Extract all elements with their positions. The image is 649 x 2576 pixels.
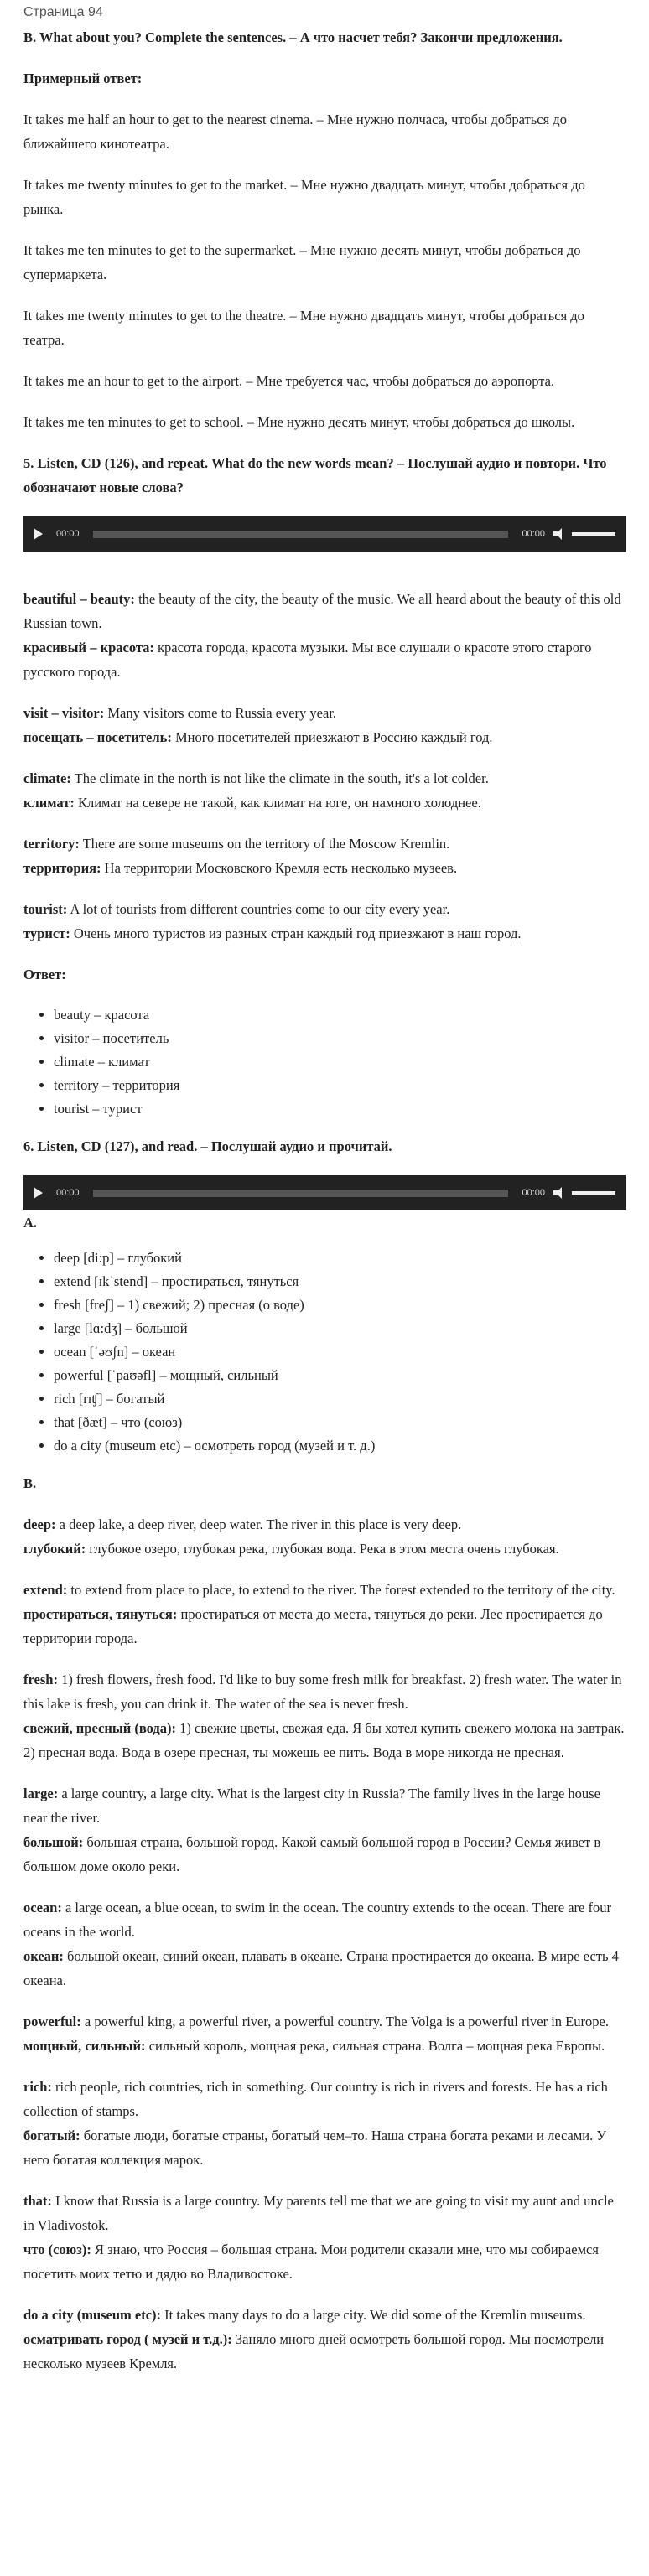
vocab-entry xyxy=(23,2189,626,2286)
entry-text-en: a large country, a large city. What is the largest city in Russia? The family lives in the large house near the river. xyxy=(23,1786,600,1826)
entry-text-ru: Много посетителей приезжают в Россию каждый год. xyxy=(171,729,493,745)
entry-term-en: do a city (museum etc): xyxy=(23,2307,162,2323)
list-item: • powerful [ˈpaʊəfl] – мощный, сильный xyxy=(54,1364,626,1387)
entry-text-en: It takes many days to do a large city. We did some of the Kremlin museums. xyxy=(161,2307,586,2323)
list-item: • deep [di:p] – глубокий xyxy=(54,1247,626,1270)
sample-sentence: It takes me ten minutes to get to school. – Мне нужно десять минут, чтобы добраться до школы. xyxy=(23,414,575,430)
list-item: • beauty – красота xyxy=(54,1003,626,1027)
entry-text-ru: красота города, красота музыки. Мы все слушали о красоте этого старого русского города. xyxy=(23,640,592,680)
entry-term-ru: турист: xyxy=(23,925,70,941)
vocab-entry xyxy=(23,832,626,880)
list-item: • climate – климат xyxy=(54,1050,626,1074)
entry-text-en: the beauty of the city, the beauty of the music. We all heard about the beauty of this old Russian town. xyxy=(23,591,621,631)
sample-answer-label: Примерный ответ: xyxy=(23,70,143,86)
entry-text-ru: Я знаю, что Россия – большая страна. Мои родители сказали мне, что мы собираемся посетить моих тетю и дядю во Владивостоке. xyxy=(23,2242,599,2282)
entry-term-en: visit – visitor: xyxy=(23,705,105,721)
entry-text-ru: 1) свежие цветы, свежая еда. Я бы хотел купить свежего молока на завтрак. 2) пресная вода. Вода в озере пресная, ты можешь ее пить. Вода в море никогда не пресная. xyxy=(23,1720,625,1760)
entry-term-en: ocean: xyxy=(23,1900,62,1915)
list-item: • rich [rɪʧ] – богатый xyxy=(54,1387,626,1411)
entry-text-ru: большой океан, синий океан, плавать в океане. Страна простирается до океана. В мире есть 4 океана. xyxy=(23,1948,619,1988)
entry-text-ru: богатые люди, богатые страны, богатый чем–то. Наша страна богата реками и лесами. У него богатая коллекция марок. xyxy=(23,2128,607,2168)
entry-term-en: powerful: xyxy=(23,2014,81,2029)
vocab-entry xyxy=(23,2303,626,2376)
entry-text-en: rich people, rich countries, rich in something. Our country is rich in rivers and forests. He has a rich collection of stamps. xyxy=(23,2079,608,2119)
entry-text-en: Many visitors come to Russia every year. xyxy=(104,705,337,721)
entry-term-ru: богатый: xyxy=(23,2128,80,2143)
entry-term-ru: посещать – посетитель: xyxy=(23,729,172,745)
entry-term-ru: мощный, сильный: xyxy=(23,2038,146,2054)
entry-term-ru: свежий, пресный (вода): xyxy=(23,1720,176,1736)
audio-progress-track[interactable] xyxy=(93,1190,509,1197)
vocab-entry xyxy=(23,1512,626,1561)
list-item: • large [lɑ:dʒ] – большой xyxy=(54,1317,626,1340)
entry-text-en: I know that Russia is a large country. My parents tell me that we are going to visit my aunt and uncle in Vladivostok. xyxy=(23,2193,614,2233)
sample-sentence: It takes me twenty minutes to get to the theatre. – Мне нужно двадцать минут, чтобы добраться до театра. xyxy=(23,308,584,348)
sample-sentence: It takes me twenty minutes to get to the market. – Мне нужно двадцать минут, чтобы добраться до рынка. xyxy=(23,177,585,217)
current-time: 00:00 xyxy=(56,529,80,539)
audio-player-126 xyxy=(23,516,626,552)
list-item: • territory – территория xyxy=(54,1074,626,1097)
entry-term-en: rich: xyxy=(23,2079,52,2095)
volume-slider[interactable] xyxy=(572,1191,615,1195)
entry-text-ru: На территории Московского Кремля есть несколько музеев. xyxy=(101,860,458,876)
sample-sentence: It takes me half an hour to get to the nearest cinema. – Мне нужно полчаса, чтобы добраться до ближайшего кинотеатра. xyxy=(23,111,567,152)
entry-term-ru: что (союз): xyxy=(23,2242,91,2257)
vocab-entry xyxy=(23,587,626,684)
entry-text-ru: глубокое озеро, глубокая река, глубокая вода. Река в этом места очень глубокая. xyxy=(86,1541,559,1557)
entry-text-en: a large ocean, a blue ocean, to swim in the ocean. The country extends to the ocean. There are four oceans in the world. xyxy=(23,1900,611,1940)
vocab-entry xyxy=(23,1667,626,1765)
entry-term-ru: красивый – красота: xyxy=(23,640,154,656)
list-item: • that [ðæt] – что (союз) xyxy=(54,1411,626,1434)
entry-text-ru: Климат на севере не такой, как климат на юге, он намного холоднее. xyxy=(74,795,481,811)
entry-text-en: The climate in the north is not like the climate in the south, it's a lot colder. xyxy=(70,770,489,786)
list-item: • ocean [ˈəʊʃn] – океан xyxy=(54,1340,626,1364)
entry-term-en: fresh: xyxy=(23,1672,58,1687)
entry-term-en: large: xyxy=(23,1786,59,1801)
entry-term-ru: территория: xyxy=(23,860,101,876)
vocab-entry xyxy=(23,1578,626,1651)
entry-term-ru: климат: xyxy=(23,795,75,811)
list-item: • tourist – турист xyxy=(54,1097,626,1121)
volume-slider[interactable] xyxy=(572,532,615,536)
entry-term-en: deep: xyxy=(23,1516,56,1532)
list-item: • extend [ɪkˈstend] – простираться, тянуться xyxy=(54,1270,626,1293)
duration-time: 00:00 xyxy=(522,1188,545,1198)
entry-text-ru: Заняло много дней осмотреть большой город. Мы посмотрели несколько музеев Кремля. xyxy=(23,2331,605,2371)
entry-term-en: tourist: xyxy=(23,901,68,917)
vocab-entry xyxy=(23,2009,626,2058)
entry-text-en: A lot of tourists from different countries come to our city every year. xyxy=(67,901,450,917)
duration-time: 00:00 xyxy=(522,529,545,539)
vocab-entry xyxy=(23,2075,626,2172)
sample-sentence: It takes me ten minutes to get to the supermarket. – Мне нужно десять минут, чтобы добраться до супермаркета. xyxy=(23,242,581,282)
entry-term-ru: глубокий: xyxy=(23,1541,86,1557)
entry-term-ru: океан: xyxy=(23,1948,64,1964)
entry-text-en: a deep lake, a deep river, deep water. The river in this place is very deep. xyxy=(55,1516,462,1532)
entry-text-en: 1) fresh flowers, fresh food. I'd like to buy some fresh milk for breakfast. 2) fresh water. The water in this lake is fresh, you can drink it. The water of the sea is never fresh. xyxy=(23,1672,622,1712)
vocab-entry xyxy=(23,766,626,815)
answer-label: Ответ: xyxy=(23,967,66,982)
entry-text-ru: большая страна, большой город. Какой самый большой город в России? Семья живет в большом доме около реки. xyxy=(23,1834,601,1874)
volume-icon[interactable] xyxy=(553,528,565,540)
audio-progress-track[interactable] xyxy=(93,531,509,538)
section-b-heading: B. What about you? Complete the sentences. – А что насчет тебя? Закончи предложения. xyxy=(23,29,563,45)
exercise-6-heading: 6. Listen, CD (127), and read. – Послушай аудио и прочитай. xyxy=(23,1138,392,1154)
entry-term-en: climate: xyxy=(23,770,71,786)
entry-text-en: to extend from place to place, to extend to the river. The forest extended to the territory of the city. xyxy=(67,1582,615,1598)
vocab-entry xyxy=(23,1895,626,1993)
part-a-label: A. xyxy=(23,1215,38,1231)
entry-term-en: beautiful – beauty: xyxy=(23,591,135,607)
entry-term-en: extend: xyxy=(23,1582,68,1598)
entry-term-ru: простираться, тянуться: xyxy=(23,1606,178,1622)
entry-term-en: that: xyxy=(23,2193,52,2209)
part-a-word-list xyxy=(23,1247,626,1458)
entry-text-ru: Очень много туристов из разных стран каждый год приезжают в наш город. xyxy=(70,925,522,941)
list-item: • fresh [freʃ] – 1) свежий; 2) пресная (о воде) xyxy=(54,1293,626,1317)
entry-text-en: a powerful king, a powerful river, a powerful country. The Volga is a powerful river in Europe. xyxy=(80,2014,609,2029)
entry-term-ru: большой: xyxy=(23,1834,84,1850)
sample-sentence: It takes me an hour to get to the airport. – Мне требуется час, чтобы добраться до аэропорта. xyxy=(23,373,555,389)
entry-text-en: There are some museums on the territory of the Moscow Kremlin. xyxy=(79,836,450,852)
entry-term-en: territory: xyxy=(23,836,80,852)
exercise-5-heading: 5. Listen, CD (126), and repeat. What do the new words mean? – Послушай аудио и повтори. Что обозначают новые слова? xyxy=(23,455,607,495)
answer-list xyxy=(23,1003,626,1121)
vocab-entry xyxy=(23,897,626,946)
current-time: 00:00 xyxy=(56,1188,80,1198)
vocab-entry xyxy=(23,1781,626,1879)
audio-player-127 xyxy=(23,1175,626,1210)
vocab-entry xyxy=(23,701,626,749)
play-icon[interactable] xyxy=(34,528,43,540)
entry-text-ru: сильный король, мощная река, сильная страна. Волга – мощная река Европы. xyxy=(145,2038,605,2054)
part-b-label: B. xyxy=(23,1475,37,1491)
volume-icon[interactable] xyxy=(553,1187,565,1199)
page-number: Страница 94 xyxy=(23,5,103,19)
list-item: • do a city (museum etc) – осмотреть город (музей и т. д.) xyxy=(54,1434,626,1458)
entry-text-ru: простираться от места до места, тянуться до реки. Лес простирается до территории города. xyxy=(23,1606,603,1646)
entry-term-ru: осматривать город ( музей и т.д.): xyxy=(23,2331,232,2347)
list-item: • visitor – посетитель xyxy=(54,1027,626,1050)
play-icon[interactable] xyxy=(34,1187,43,1199)
